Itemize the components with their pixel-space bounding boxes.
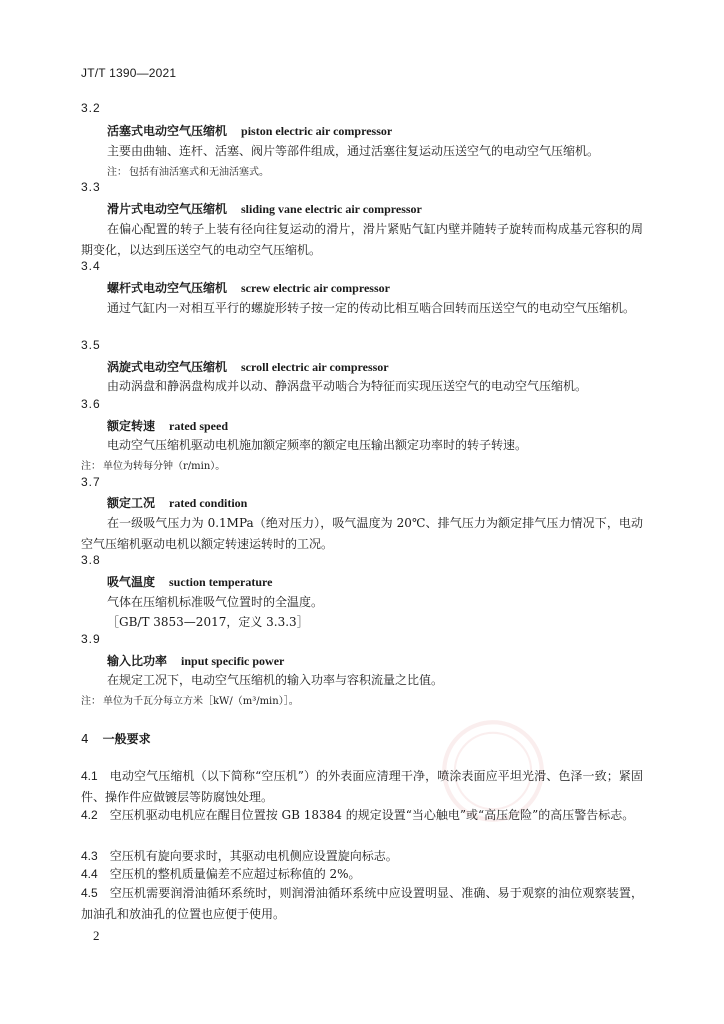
term-definition: 电动空气压缩机驱动电机施加额定频率的额定电压输出额定功率时的转子转速。 <box>107 438 528 452</box>
term-title-zh: 吸气温度 <box>107 575 156 589</box>
term-title <box>107 417 228 434</box>
term-title-zh: 输入比功率 <box>107 654 168 668</box>
requirement-item <box>81 864 643 885</box>
note-label: 注： <box>81 696 101 707</box>
requirement-text: 电动空气压缩机（以下简称“空压机”）的外表面应清理干净，喷涂表面应平坦光滑、色泽一致；紧固件、操作件应做镀层等防腐蚀处理。 <box>81 769 643 804</box>
term-title <box>107 122 392 139</box>
section-number: 4 <box>81 732 89 746</box>
requirement-text: 空压机的整机质量偏差不应超过标称值的 2%。 <box>109 867 361 881</box>
term-title-zh: 额定工况 <box>107 496 156 510</box>
term-note <box>81 692 299 707</box>
term-title <box>107 279 390 296</box>
term-definition: 在偏心配置的转子上装有径向往复运动的滑片，滑片紧贴气缸内壁并随转子旋转而构成基元容积的周期变化，以达到压送空气的电动空气压缩机。 <box>81 222 643 257</box>
term-number: 3.8 <box>81 553 101 567</box>
term-number: 3.4 <box>81 259 101 273</box>
term-number: 3.9 <box>81 632 101 646</box>
term-title-en: screw electric air compressor <box>241 281 390 295</box>
term-title-en: rated speed <box>169 419 229 433</box>
term-number: 3.6 <box>81 397 101 411</box>
requirement-item <box>81 766 643 808</box>
term-definition: 主要由曲轴、连杆、活塞、阀片等部件组成，通过活塞往复运动压送空气的电动空气压缩机。 <box>107 144 600 158</box>
term-definition: 气体在压缩机标准吸气位置时的全温度。 <box>107 595 324 609</box>
term-definition: 在规定工况下，电动空气压缩机的输入功率与容积流量之比值。 <box>107 673 444 687</box>
page-number: 2 <box>93 928 100 943</box>
term-title <box>107 358 389 375</box>
term-title-en: input specific power <box>181 654 285 668</box>
requirement-number: 4.4 <box>81 867 98 881</box>
note-label: 注： <box>107 167 127 178</box>
requirement-text: 空压机需要润滑油循环系统时，则润滑油循环系统中应设置明显、准确、易于观察的油位观察装置，加油孔和放油孔的位置也应便于使用。 <box>81 886 643 921</box>
standard-code-header: JT/T 1390—2021 <box>81 66 177 80</box>
term-definition: 由动涡盘和静涡盘构成并以动、静涡盘平动啮合为特征而实现压送空气的电动空气压缩机。 <box>107 379 588 393</box>
term-title <box>107 494 247 511</box>
term-title <box>107 200 422 217</box>
note-text: 单位为千瓦分每立方米［kW/（m³/min）］。 <box>103 696 299 707</box>
term-title-zh: 涡旋式电动空气压缩机 <box>107 360 228 374</box>
requirement-number: 4.3 <box>81 849 98 863</box>
requirement-item <box>81 883 643 925</box>
term-title-en: piston electric air compressor <box>241 124 393 138</box>
requirement-number: 4.5 <box>81 886 98 900</box>
term-title-zh: 滑片式电动空气压缩机 <box>107 202 228 216</box>
term-number: 3.2 <box>81 101 101 115</box>
term-definition: 通过气缸内一对相互平行的螺旋形转子按一定的传动比相互啮合回转而压送空气的电动空气压缩机。 <box>107 301 636 315</box>
term-note <box>107 163 269 178</box>
term-number: 3.3 <box>81 180 101 194</box>
requirement-text: 空压机驱动电机应在醒目位置按 GB 18384 的规定设置“当心触电”或“高压危险”的高压警告标志。 <box>109 808 635 822</box>
requirement-item <box>81 805 643 826</box>
requirement-number: 4.1 <box>81 769 98 783</box>
term-note <box>81 457 225 472</box>
term-title-zh: 螺杆式电动空气压缩机 <box>107 281 228 295</box>
term-title-en: scroll electric air compressor <box>241 360 389 374</box>
requirement-text: 空压机有旋向要求时，其驱动电机侧应设置旋向标志。 <box>109 849 398 863</box>
term-number: 3.5 <box>81 338 101 352</box>
term-title-en: suction temperature <box>169 575 273 589</box>
requirement-number: 4.2 <box>81 808 98 822</box>
term-title-zh: 活塞式电动空气压缩机 <box>107 124 228 138</box>
term-definition: 在一级吸气压力为 0.1MPa（绝对压力），吸气温度为 20℃、排气压力为额定排气压力情况下，电动空气压缩机驱动电机以额定转速运转时的工况。 <box>81 516 643 551</box>
term-title-en: sliding vane electric air compressor <box>241 202 422 216</box>
note-text: 包括有油活塞式和无油活塞式。 <box>129 167 269 178</box>
term-reference: ［GB/T 3853—2017，定义 3.3.3］ <box>107 615 309 629</box>
term-title <box>107 573 272 590</box>
note-text: 单位为转每分钟（r/min）。 <box>103 461 226 472</box>
note-label: 注： <box>81 461 101 472</box>
section-title: 一般要求 <box>102 732 151 746</box>
section-heading <box>81 730 151 747</box>
term-title-en: rated condition <box>169 496 248 510</box>
term-title-zh: 额定转速 <box>107 419 156 433</box>
term-number: 3.7 <box>81 475 101 489</box>
term-title <box>107 652 284 669</box>
